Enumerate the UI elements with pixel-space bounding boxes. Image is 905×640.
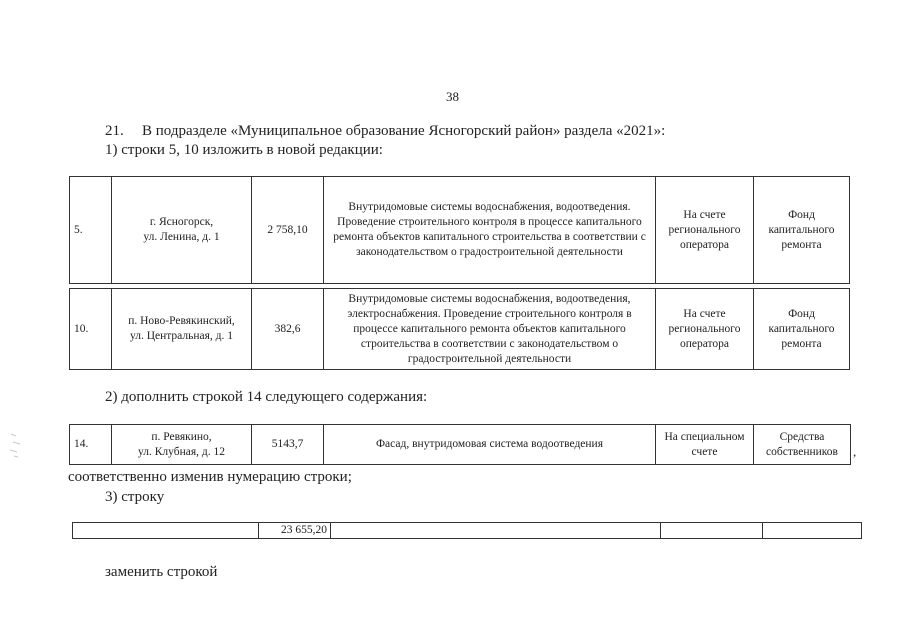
row-value: 5143,7 <box>252 425 324 465</box>
row-value: 382,6 <box>252 289 324 370</box>
row-address <box>112 177 252 284</box>
renumber-text: соответственно изменив нумерацию строки; <box>68 469 352 485</box>
item-21-text: В подразделе «Муниципальное образование Ясногорский район» раздела «2021»: <box>142 123 666 139</box>
row-fund: Средства собственников <box>754 425 851 465</box>
row-account: На счете регионального оператора <box>656 289 754 370</box>
row-number: 5. <box>70 177 112 284</box>
table-row <box>70 425 851 465</box>
row-empty-cell <box>73 523 259 539</box>
row-account: На счете регионального оператора <box>656 177 754 284</box>
row-address: п. Ревякино, ул. Клубная, д. 12 <box>112 425 252 465</box>
table-row <box>73 523 862 539</box>
item-21-number: 21. <box>105 123 124 139</box>
row-number: 14. <box>70 425 112 465</box>
row-works: Внутридомовые системы водоснабжения, водоотведения. Проведение строительного контроля в процессе капитального ремонта объектов капитального строительства в соответствии с законодательством о градостроительной деятельности <box>324 177 656 284</box>
row-works: Внутридомовые системы водоснабжения, водоотведения, электроснабжения. Проведение строительного контроля в процессе капитального ремонта объектов капитального строительства в соответствии с законодательством о градостроительной деятельности <box>324 289 656 370</box>
table-row-14 <box>69 424 851 465</box>
row-works: Фасад, внутридомовая система водоотведения <box>324 425 656 465</box>
page-number: 38 <box>446 89 459 104</box>
row-empty-cell <box>331 523 661 539</box>
row-account: На специальном счете <box>656 425 754 465</box>
table-row-10 <box>69 288 850 370</box>
subitem-2-text: 2) дополнить строкой 14 следующего содержания: <box>105 389 428 405</box>
table-total-row <box>72 522 862 539</box>
trailing-comma: , <box>853 444 857 459</box>
row-fund: Фонд капитального ремонта <box>754 289 850 370</box>
row-empty-cell <box>661 523 763 539</box>
scan-mark-icon <box>8 430 26 460</box>
row-value: 2 758,10 <box>252 177 324 284</box>
row-address: п. Ново-Ревякинский, ул. Центральная, д. 1 <box>112 289 252 370</box>
subitem-3-text: 3) строку <box>105 489 165 505</box>
row-number: 10. <box>70 289 112 370</box>
item-21-paragraph <box>105 122 665 140</box>
row-fund: Фонд капитального ремонта <box>754 177 850 284</box>
row-empty-cell <box>763 523 862 539</box>
address-line: г. Ясногорск, ул. Ленина, д. 1 <box>143 216 220 243</box>
table-row <box>70 177 850 284</box>
row-value: 23 655,20 <box>259 523 331 539</box>
replace-text: заменить строкой <box>105 564 218 580</box>
table-row <box>70 289 850 370</box>
subitem-1-text: 1) строки 5, 10 изложить в новой редакции: <box>105 142 383 158</box>
table-row-5 <box>69 176 850 284</box>
